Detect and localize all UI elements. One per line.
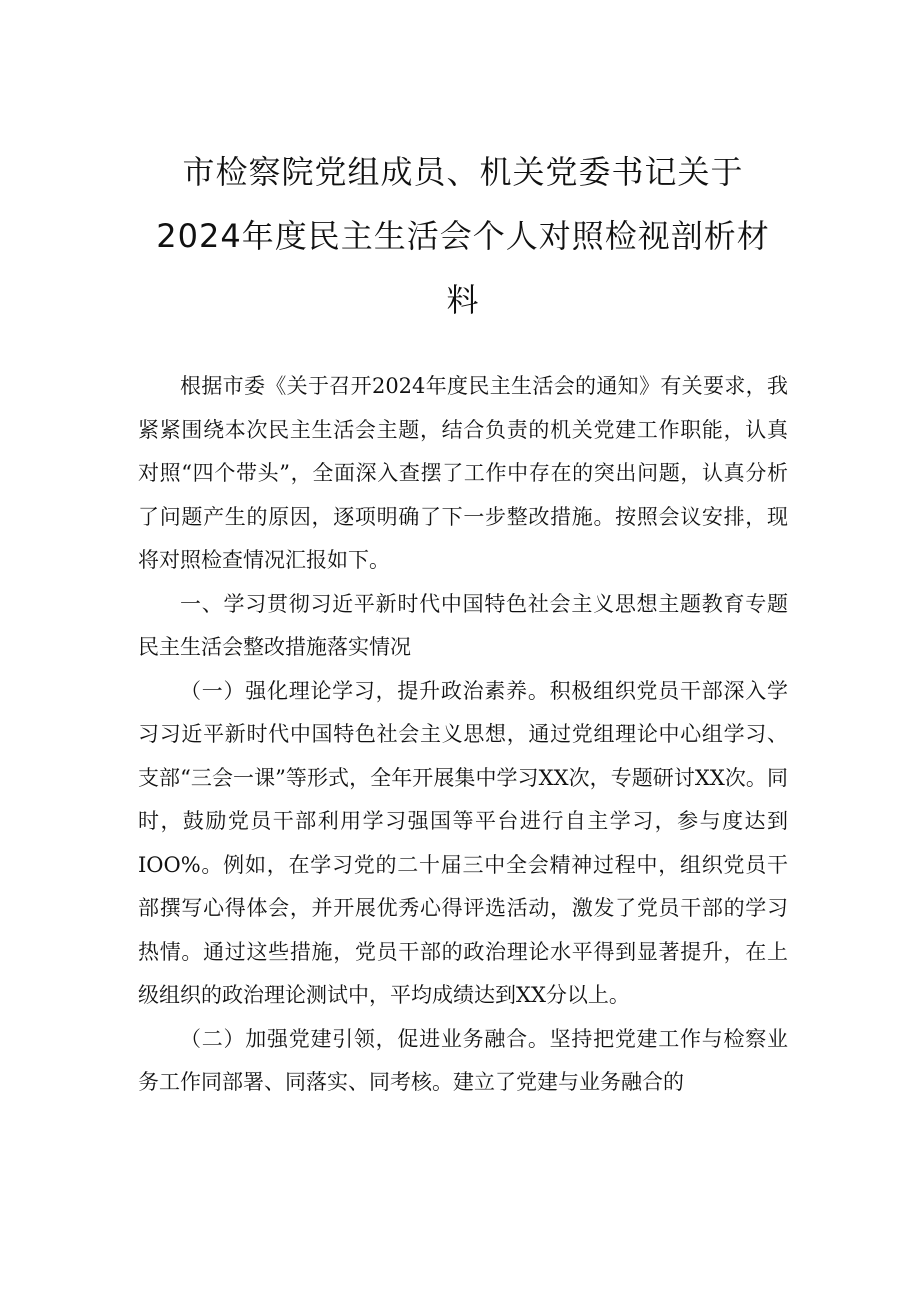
subsection-paragraph-2: （二）加强党建引领，促进业务融合。坚持把党建工作与检察业务工作同部署、同落实、同考核。建立了党建与业务融合的 [138, 1026, 788, 1094]
subsection-paragraph-1: （一）强化理论学习，提升政治素养。积极组织党员干部深入学习习近平新时代中国特色社会主义思想，通过党组理论中心组学习、支部“三会一课”等形式，全年开展集中学习XX次，专题研讨XX次。同时，鼓励党员干部利用学习强国等平台进行自主学习，参与度达到IOO%。例如，在学习党的二十届三中全会精神过程中，组织党员干部撰写心得体会，并开展优秀心得评选活动，激发了党员干部的学习热情。通过这些措施，党员干部的政治理论水平得到显著提升，在上级组织的政治理论测试中，平均成绩达到XX分以上。 [138, 678, 788, 1007]
document-title [138, 140, 788, 332]
title-line-3: 料 [446, 281, 480, 319]
section-heading-1: 一、学习贯彻习近平新时代中国特色社会主义思想主题教育专题民主生活会整改措施落实情况 [138, 591, 788, 659]
intro-paragraph: 根据市委《关于召开2024年度民主生活会的通知》有关要求，我紧紧围绕本次民主生活会主题，结合负责的机关党建工作职能，认真对照“四个带头”，全面深入查摆了工作中存在的突出问题，认真分析了问题产生的原因，逐项明确了下一步整改措施。按照会议安排，现将对照检查情况汇报如下。 [138, 374, 788, 572]
title-line-2: 2024年度民主生活会个人对照检视剖析材 [156, 217, 770, 255]
document-body [138, 365, 788, 1105]
title-line-1: 市检察院党组成员、机关党委书记关于 [182, 153, 744, 191]
